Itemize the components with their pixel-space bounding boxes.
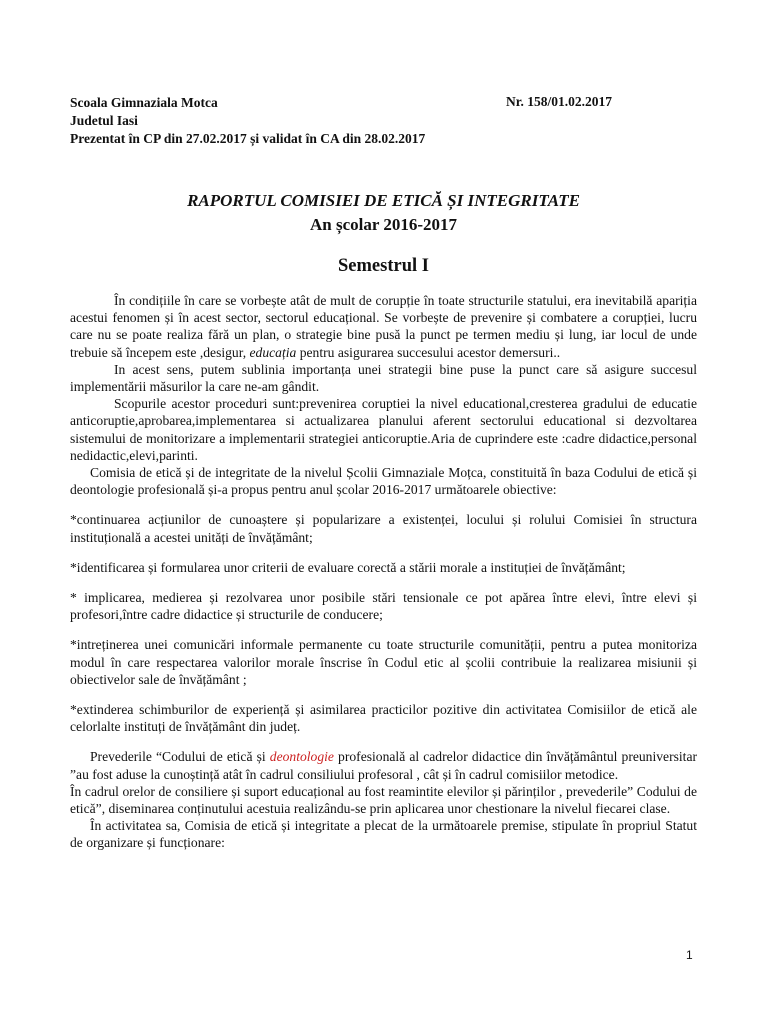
paragraph-scopes: Scopurile acestor proceduri sunt:prevenirea coruptiei la nivel educational,cresterea gradului de educatie anticoruptie,aprobarea,implementarea si actualizarea planului aferent sectorului educational si dezvoltarea sistemului de monitorizare a implementarii strategiei anticoruptie.Aria de cuprindere este :cadre didactice,personal nedidactic,elevi,parinti. bbox=[70, 396, 697, 463]
school-name: Scoala Gimnaziala Motca bbox=[70, 95, 218, 110]
presentation-line: Prezentat în CP din 27.02.2017 și validat în CA din 28.02.2017 bbox=[70, 131, 426, 146]
paragraph-premises: În activitatea sa, Comisia de etică și integritate a plecat de la următoarele premise, stipulate în propriul Statut de organizare și funcționare: bbox=[70, 818, 697, 851]
emphasis-educatia: educația bbox=[249, 344, 297, 360]
semester-heading: Semestrul I bbox=[338, 256, 429, 276]
objective-item: *intreținerea unei comunicări informale permanente cu toate structurile comunității, pentru a putea monitoriza modul în care respectarea valorilor morale înscrise în Codul etic al școlii contribuie la realizarea misiunii și obiectivelor sale de învățământ ; bbox=[70, 637, 697, 687]
county-name: Judetul Iasi bbox=[70, 113, 138, 128]
school-year: An școlar 2016-2017 bbox=[309, 215, 457, 234]
objective-item: *identificarea și formularea unor criterii de evaluare corectă a stării morale a instituției de învățământ; bbox=[70, 559, 626, 575]
paragraph-code-provisions: Prevederile “Codului de etică și deontologie profesională al cadrelor didactice din învățământul preuniversitar ”au fost aduse la cunoștință atât în cadrul consiliului profesoral , cât și în cadrul comisiilor metodice. bbox=[70, 749, 698, 782]
paragraph-counseling: În cadrul orelor de consiliere și suport educațional au fost reamintite elevilor și părinților , prevederile” Codului de etică”, diseminarea conținutului acestuia realizându-se prin aplicarea unor chestionare la nivelul fiecarei clase. bbox=[70, 783, 697, 817]
document-number: Nr. 158/01.02.2017 bbox=[506, 94, 613, 109]
paragraph-intro: În condițiile în care se vorbește atât de mult de corupție în toate structurile statului, era inevitabilă apariția acestui fenomen și în acest sector, sectorul educațional. Se vorbește de prevenire și combatere a corupției, lucru care nu se poate realiza fără un plan, o strategie bine pusă la punct pe termen mediu și lung, iar locul de unde trebuie să începem este ,desigur, educația pentru asigurarea succesului acestor demersuri.. bbox=[70, 293, 697, 360]
objective-item: *continuarea acțiunilor de cunoaștere și popularizare a existenței, locului și rolului Comisiei în structura instituțională a acestei unități de învățământ; bbox=[70, 512, 697, 545]
page-number: 1 bbox=[686, 948, 693, 962]
report-title: RAPORTUL COMISIEI DE ETICĂ ȘI INTEGRITATE bbox=[187, 191, 580, 210]
paragraph-strategy: In acest sens, putem sublinia importanța unei strategii bine puse la punct care să asigure succesul implementării măsurilor la care ne-am gândit. bbox=[70, 361, 697, 395]
report-body bbox=[70, 292, 697, 852]
objective-item: * implicarea, medierea și rezolvarea unor posibile stări tensionale ce pot apărea între elevi, între elevi și profesori,între cadre didactice și structurile de conducere; bbox=[70, 590, 697, 623]
emphasis-deontologie: deontologie bbox=[269, 749, 334, 765]
objective-item: *extinderea schimburilor de experiență și asimilarea practicilor pozitive din activitatea Comisiilor de etică ale celorlalte instituți de învățământ din județ. bbox=[70, 702, 697, 735]
paragraph-commission: Comisia de etică și de integritate de la nivelul Școlii Gimnaziale Moțca, constituită în baza Codului de etică și deontologie profesională și-a propus pentru anul școlar 2016-2017 următoarele obiective: bbox=[70, 465, 697, 498]
